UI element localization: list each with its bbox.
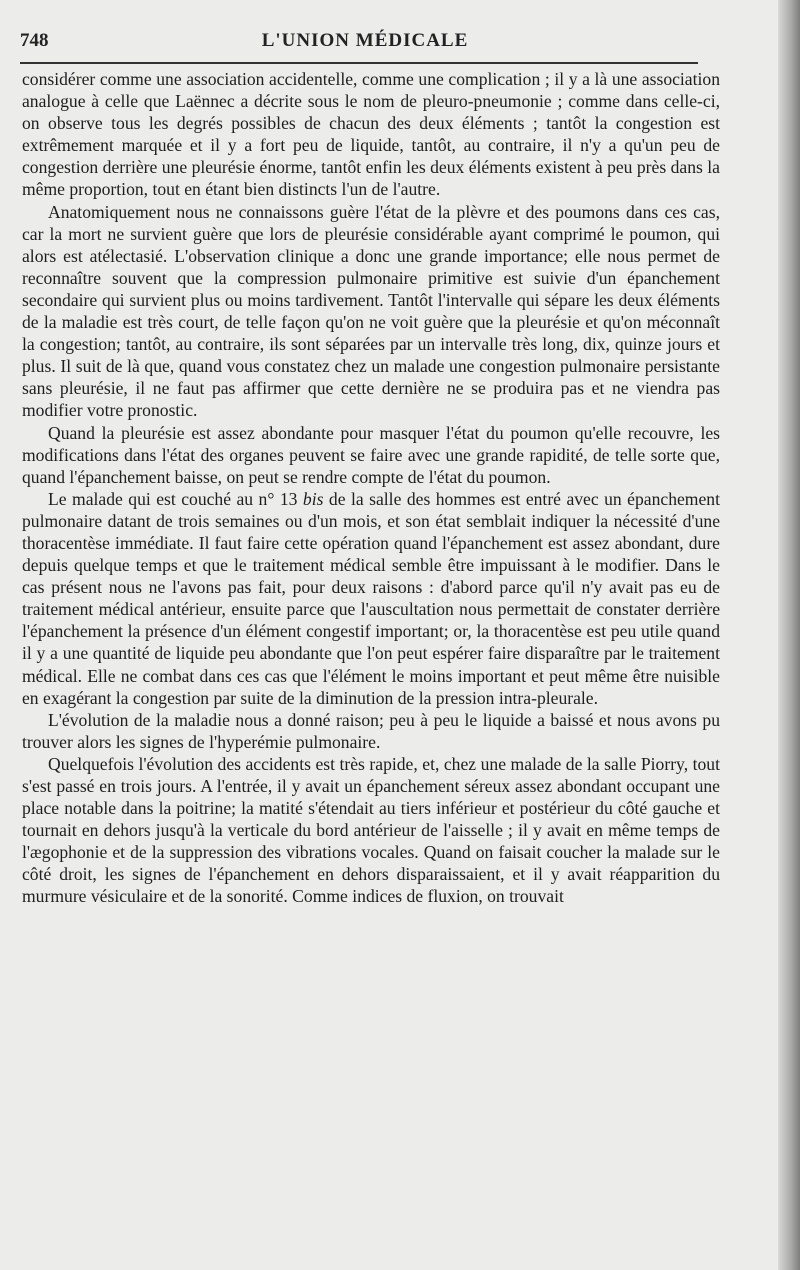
paragraph-text: Le malade qui est couché au n° 13 xyxy=(48,488,303,509)
paragraph-text: de la salle des hommes est entré avec un épanchement pulmonaire datant de trois semaines ou d'un mois, et son état semblait indiquer la nécessité d'une thoracentèse immédiate. Il faut faire cette opération quand l'épanchement est assez abondant, dure depuis quelque temps et que le traitement médical semble être impuissant à le modifier. Dans le cas présent nous ne l'avons pas fait, pour deux raisons : d'abord parce qu'il n'y avait pas eu de traitement médical antérieur, ensuite parce que l'auscultation nous permettait de constater derrière l'épanchement la présence d'un élément congestif important; or, la thoracentèse est peu utile quand il y a une quantité de liquide peu abondante que l'on peut espérer faire disparaître par le traitement médical. Elle ne combat dans ces cas que l'élément le moins important et peut même être nuisible en exagérant la congestion par suite de la diminution de la pression intra-pleurale. xyxy=(22,488,720,708)
page-edge-shadow xyxy=(778,0,800,1270)
body-text xyxy=(22,68,720,908)
italic-term: bis xyxy=(302,488,324,509)
paragraph: Quelquefois l'évolution des accidents est très rapide, et, chez une malade de la salle Piorry, tout s'est passé en trois jours. A l'entrée, il y avait un épanchement séreux assez abondant occupant une place notable dans la poitrine; la matité s'étendait au tiers inférieur et postérieur du côté gauche et tournait en dehors jusqu'à la verticale du bord antérieur de l'aisselle ; il y avait en même temps de l'ægophonie et de la suppression des vibrations vocales. Quand on faisait coucher la malade sur le côté droit, les signes de l'épanchement en dehors disparaissaient, et il y avait réapparition du murmure vésiculaire et de la sonorité. Comme indices de fluxion, on trouvait xyxy=(22,753,720,907)
page-number: 748 xyxy=(20,30,49,51)
paragraph: L'évolution de la maladie nous a donné raison; peu à peu le liquide a baissé et nous avons pu trouver alors les signes de l'hyperémie pulmonaire. xyxy=(22,709,720,752)
header-rule xyxy=(20,62,698,64)
paragraph: considérer comme une association accidentelle, comme une complication ; il y a là une association analogue à celle que Laënnec a décrite sous le nom de pleuro-pneumonie ; comme dans celle-ci, on observe tous les degrés possibles de chacun des deux éléments ; tantôt la congestion est extrêmement marquée et il y a fort peu de liquide, tantôt, au contraire, il n'y a qu'un peu de congestion derrière une pleurésie énorme, tantôt enfin les deux éléments existent à peu près dans la même proportion, tout en étant bien distincts l'un de l'autre. xyxy=(22,69,720,200)
paragraph: Quand la pleurésie est assez abondante pour masquer l'état du poumon qu'elle recouvre, les modifications dans l'état des organes peuvent se faire avec une grande rapidité, de telle sorte que, quand l'épanchement baisse, on peut se rendre compte de l'état du poumon. xyxy=(22,422,720,487)
paragraph xyxy=(22,488,720,709)
page-header xyxy=(20,28,710,60)
paragraph: Anatomiquement nous ne connaissons guère l'état de la plèvre et des poumons dans ces cas, car la mort ne survient guère que lors de pleurésie considérable ayant comprimé le poumon, qui alors est atélectasié. L'observation clinique a donc une grande importance; elle nous permet de reconnaître souvent que la compression pulmonaire primitive est suivie d'un épanchement secondaire qui survient plus ou moins tardivement. Tantôt l'intervalle qui sépare les deux éléments de la maladie est très court, de telle façon qu'on ne voit guère que la pleurésie et qu'on méconnaît la congestion; tantôt, au contraire, ils sont séparées par un intervalle très long, dix, quinze jours et plus. Il suit de là que, quand vous constatez chez un malade une congestion pulmonaire persistante sans pleurésie, il ne faut pas affirmer que cette dernière ne se produira pas et ne viendra pas modifier votre pronostic. xyxy=(22,201,720,421)
running-title: L'UNION MÉDICALE xyxy=(261,30,469,51)
